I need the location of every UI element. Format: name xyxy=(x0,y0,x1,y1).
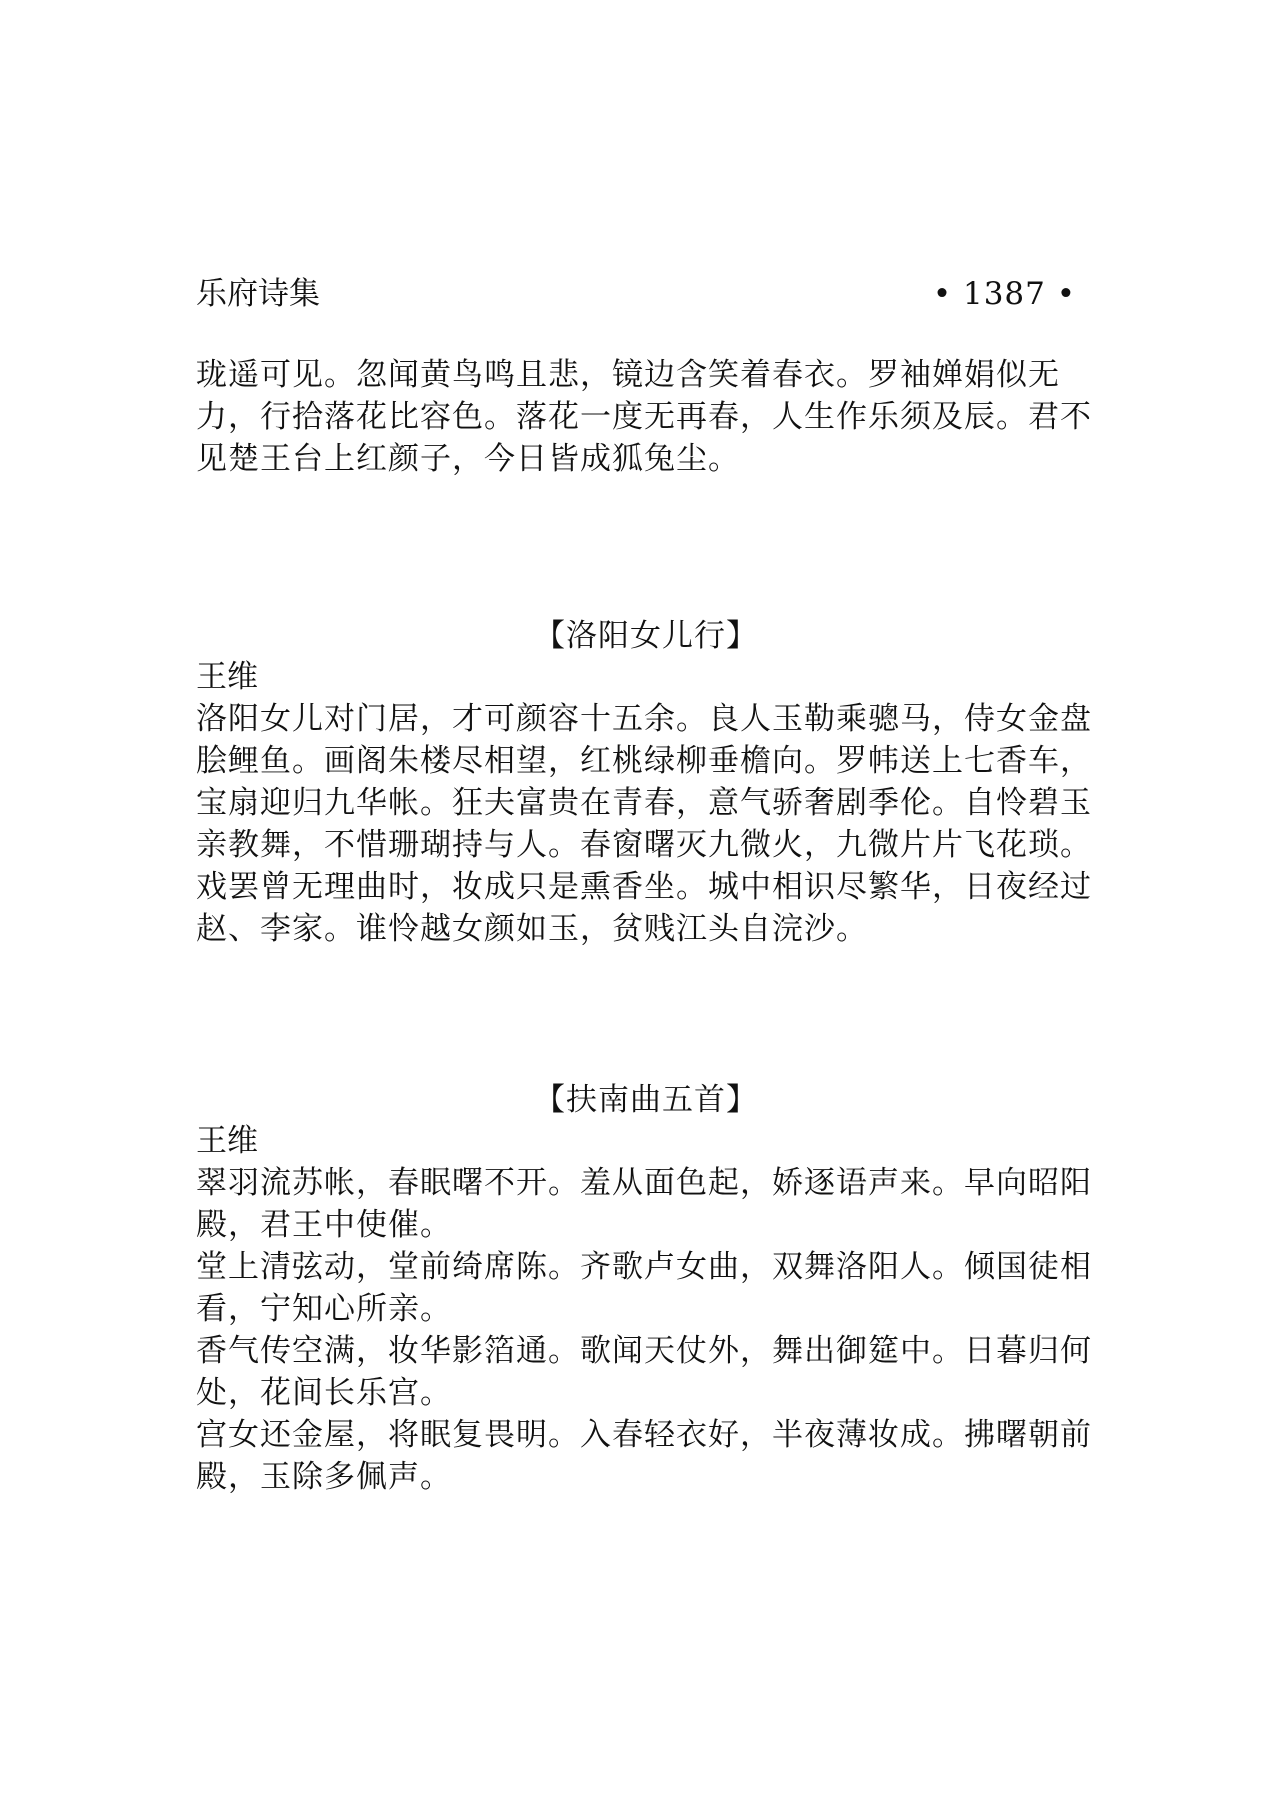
page xyxy=(196,0,1096,1795)
book-title: 乐府诗集 xyxy=(196,276,320,312)
poem-body xyxy=(196,698,1096,950)
poem-title: 【洛阳女儿行】 xyxy=(534,618,758,654)
running-head xyxy=(196,272,1096,316)
continuation-paragraph: 珑遥可见。忽闻黄鸟鸣且悲，镜边含笑着春衣。罗袖婵娟似无力，行拾落花比容色。落花一度无再春，人生作乐须及辰。君不见楚王台上红颜子，今日皆成狐兔尘。 xyxy=(196,357,1092,477)
poem-stanza: 香气传空满，妆华影箔通。歌闻天仗外，舞出御筵中。日暮归何处，花间长乐宫。 xyxy=(196,1333,1092,1411)
continuation-text xyxy=(196,354,1096,480)
poem-title: 【扶南曲五首】 xyxy=(534,1082,758,1118)
poem-stanza: 宫女还金屋，将眠复畏明。入春轻衣好，半夜薄妆成。拂曙朝前殿，玉除多佩声。 xyxy=(196,1417,1092,1495)
poem-stanza: 翠羽流苏帐，春眠曙不开。羞从面色起，娇逐语声来。早向昭阳殿，君王中使催。 xyxy=(196,1165,1092,1243)
poem-author: 王维 xyxy=(196,1123,258,1159)
poem-stanza: 洛阳女儿对门居，才可颜容十五余。良人玉勒乘骢马，侍女金盘脍鲤鱼。画阁朱楼尽相望，红桃绿柳垂檐向。罗帏送上七香车，宝扇迎归九华帐。狂夫富贵在青春，意气骄奢剧季伦。自怜碧玉亲教舞，不惜珊瑚持与人。春窗曙灭九微火，九微片片飞花琐。戏罢曾无理曲时，妆成只是熏香坐。城中相识尽繁华，日夜经过赵、李家。谁怜越女颜如玉，贫贱江头自浣沙。 xyxy=(196,701,1092,947)
poem-author: 王维 xyxy=(196,659,258,695)
poem-body xyxy=(196,1162,1096,1498)
page-number: • 1387 • xyxy=(932,276,1076,312)
poem-stanza: 堂上清弦动，堂前绮席陈。齐歌卢女曲，双舞洛阳人。倾国徒相看，宁知心所亲。 xyxy=(196,1249,1092,1327)
